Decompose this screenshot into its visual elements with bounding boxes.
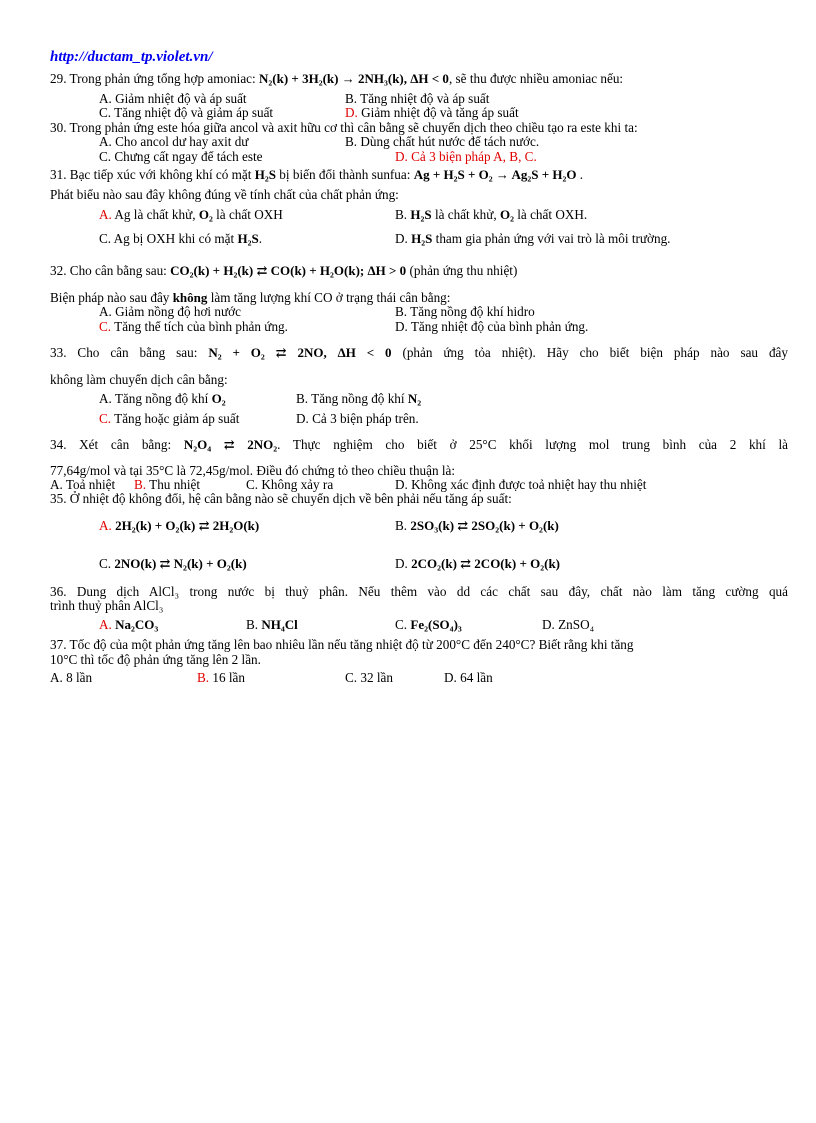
q30-option-c: C. Chưng cất ngay để tách este xyxy=(99,149,263,164)
q29-option-b: B. Tăng nhiệt độ và áp suất xyxy=(345,91,490,106)
question-30-stem: 30. Trong phản ứng este hóa giữa ancol và axit hữu cơ thì cân bằng sẽ chuyển dịch theo chiều tạo ra este khi ta: xyxy=(50,120,638,135)
q36-option-b: B. NH₄Cl xyxy=(246,617,298,632)
question-33-stem-2: không làm chuyển dịch cân bằng: xyxy=(50,372,228,387)
question-34-stem-2: 77,64g/mol và tại 35°C là 72,45g/mol. Điều đó chứng tỏ theo chiều thuận là: xyxy=(50,463,456,478)
q30-option-a: A. Cho ancol dư hay axit dư xyxy=(99,134,249,149)
q36-option-a: A. Na₂CO₃ xyxy=(99,617,159,632)
q37-option-a: A. 8 lần xyxy=(50,670,93,685)
q30-option-d: D. Cả 3 biện pháp A, B, C. xyxy=(395,149,537,164)
question-32-stem: 32. Cho cân bằng sau: CO₂(k) + H₂(k) ⇄ CO(k) + H₂O(k); ΔH > 0 (phản ứng thu nhiệt) xyxy=(50,263,518,278)
question-37-stem: 37. Tốc độ của một phản ứng tăng lên bao nhiêu lần nếu tăng nhiệt độ từ 200°C đến 240°C? Biết rằng khi tăng xyxy=(50,637,634,652)
question-35-stem: 35. Ở nhiệt độ không đổi, hệ cân bằng nào sẽ chuyển dịch về bên phải nếu tăng áp suất: xyxy=(50,491,512,506)
question-34-stem: 34. Xét cân bằng: N₂O₄ ⇄ 2NO₂. Thực nghiệm cho biết ở 25°C khối lượng mol trung bình của 2 khí là xyxy=(50,437,789,452)
q37-option-d: D. 64 lần xyxy=(444,670,493,685)
q31-option-d: D. H₂S tham gia phản ứng với vai trò là môi trường. xyxy=(395,231,671,246)
reaction-formula: CO₂(k) + H₂(k) ⇄ CO(k) + H₂O(k); ΔH > 0 xyxy=(170,263,407,278)
reaction-formula: N₂(k) + 3H₂(k) → 2NH₃(k), ΔH < 0 xyxy=(259,71,449,86)
q32-option-b: B. Tăng nồng độ khí hidro xyxy=(395,304,535,319)
q35-option-d: D. 2CO₂(k) ⇄ 2CO(k) + O₂(k) xyxy=(395,556,560,571)
q34-option-a: A. Toả nhiệt xyxy=(50,477,116,492)
q30-option-b: B. Dùng chất hút nước để tách nước. xyxy=(345,134,540,149)
q29-option-c: C. Tăng nhiệt độ và giảm áp suất xyxy=(99,105,274,120)
question-33-stem: 33. Cho cân bằng sau: N₂ + O₂ ⇄ 2NO, ΔH < 0 (phản ứng tỏa nhiệt). Hãy cho biết biện pháp nào sau đây xyxy=(50,345,788,360)
question-31-stem-2: Phát biểu nào sau đây không đúng về tính chất của chất phản ứng: xyxy=(50,187,399,202)
question-36-stem-2: trình thuỷ phân AlCl₃ xyxy=(50,598,164,613)
question-37-stem-2: 10°C thì tốc độ phản ứng tăng lên 2 lần. xyxy=(50,652,261,667)
reaction-formula: N₂O₄ ⇄ 2NO₂ xyxy=(183,437,278,452)
q32-option-d: D. Tăng nhiệt độ của bình phản ứng. xyxy=(395,319,589,334)
question-36-stem: 36. Dung dịch AlCl₃ trong nước bị thuỷ phân. Nếu thêm vào dd các chất sau đây, chất nào làm tăng cường quá xyxy=(50,584,788,599)
q37-option-b: B. 16 lần xyxy=(197,670,245,685)
q31-option-a: A. Ag là chất khử, O₂ là chất OXH xyxy=(99,207,283,222)
q36-option-c: C. Fe₂(SO₄)₃ xyxy=(395,617,462,632)
q34-option-d: D. Không xác định được toả nhiệt hay thu nhiệt xyxy=(395,477,647,492)
reaction-formula: N₂ + O₂ ⇄ 2NO, ΔH < 0 xyxy=(208,345,392,360)
q31-option-c: C. Ag bị OXH khi có mặt H₂S. xyxy=(99,231,263,246)
reaction-formula: Ag + H₂S + O₂ → Ag₂S + H₂O xyxy=(413,167,577,182)
q32-option-c: C. Tăng thể tích của bình phản ứng. xyxy=(99,319,288,334)
q33-option-a: A. Tăng nồng độ khí O₂ xyxy=(99,391,226,406)
question-31-stem: 31. Bạc tiếp xúc với không khí có mặt H₂S bị biến đổi thành sunfua: Ag + H₂S + O₂ → Ag₂S + H₂O . xyxy=(50,167,584,182)
q33-option-b: B. Tăng nồng độ khí N₂ xyxy=(296,391,422,406)
q34-option-b: B. Thu nhiệt xyxy=(134,477,201,492)
q37-option-c: C. 32 lần xyxy=(345,670,393,685)
question-32-stem-2: Biện pháp nào sau đây không làm tăng lượng khí CO ở trạng thái cân bằng: xyxy=(50,290,451,305)
q36-option-d: D. ZnSO₄ xyxy=(542,617,595,632)
q33-option-c: C. Tăng hoặc giảm áp suất xyxy=(99,411,240,426)
q29-option-d: D. Giảm nhiệt độ và tăng áp suất xyxy=(345,105,519,120)
q35-option-c: C. 2NO(k) ⇄ N₂(k) + O₂(k) xyxy=(99,556,247,571)
q35-option-a: A. 2H₂(k) + O₂(k) ⇄ 2H₂O(k) xyxy=(99,518,260,533)
q33-option-d: D. Cả 3 biện pháp trên. xyxy=(296,411,419,426)
q32-option-a: A. Giảm nồng độ hơi nước xyxy=(99,304,241,319)
q35-option-b: B. 2SO₃(k) ⇄ 2SO₂(k) + O₂(k) xyxy=(395,518,559,533)
q29-option-a: A. Giảm nhiệt độ và áp suất xyxy=(99,91,247,106)
q34-option-c: C. Không xảy ra xyxy=(246,477,334,492)
question-29-stem: 29. Trong phản ứng tổng hợp amoniac: N₂(k) + 3H₂(k) → 2NH₃(k), ΔH < 0, sẽ thu được nhiều amoniac nếu: xyxy=(50,71,624,86)
source-url[interactable]: http://ductam_tp.violet.vn/ xyxy=(50,49,213,65)
q31-option-b: B. H₂S là chất khử, O₂ là chất OXH. xyxy=(395,207,588,222)
